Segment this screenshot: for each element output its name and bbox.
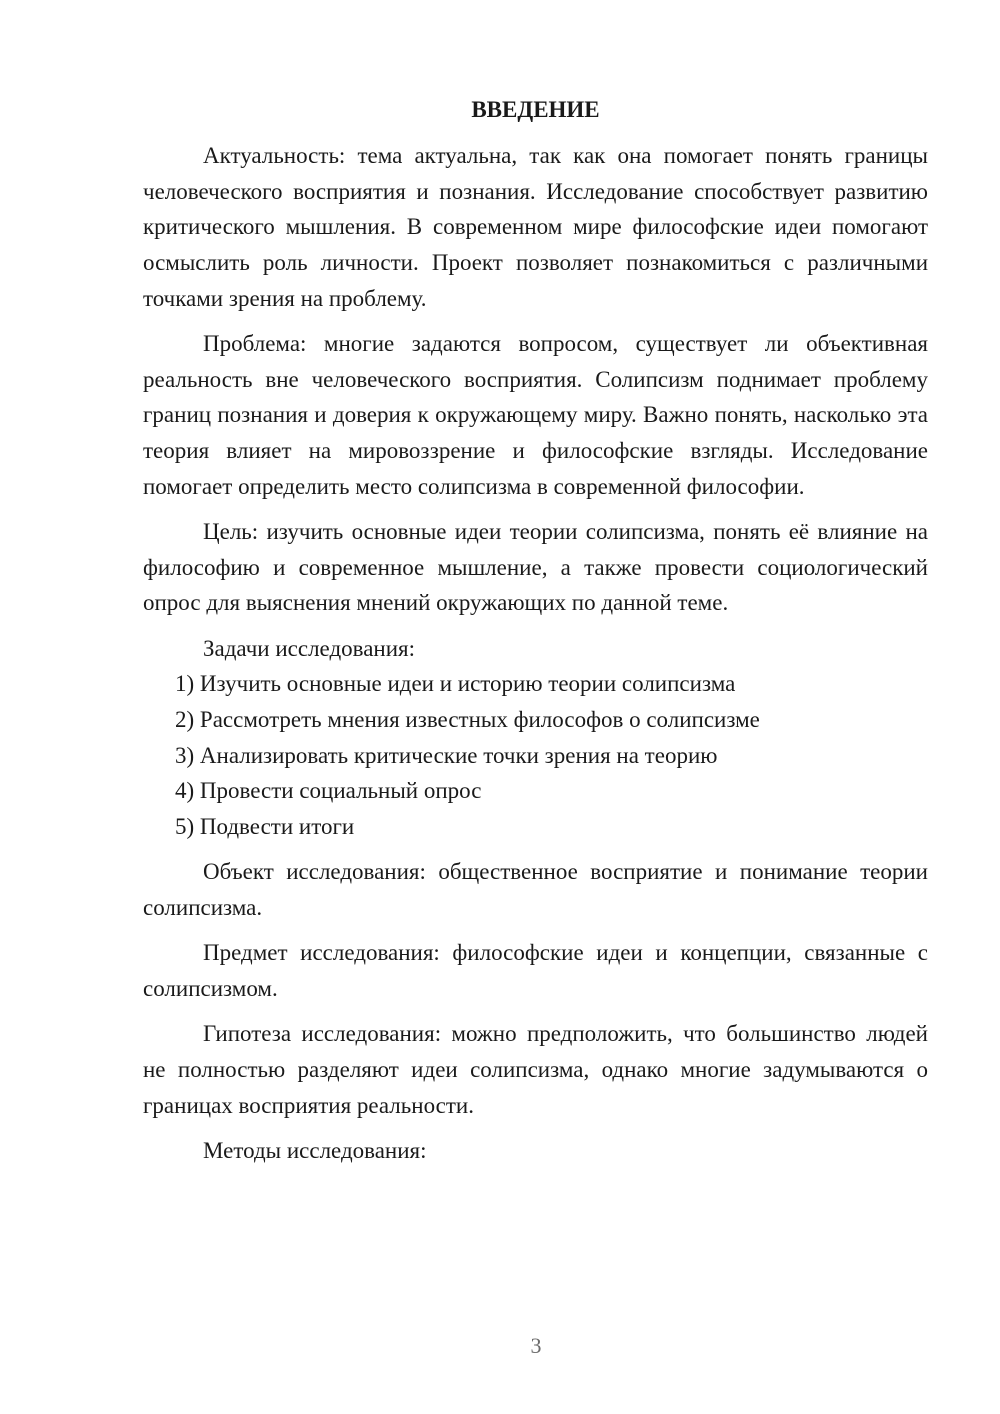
list-item: 5) Подвести итоги xyxy=(175,814,355,840)
tasks-heading: Задачи исследования: xyxy=(203,635,416,661)
list-item: 4) Провести социальный опрос xyxy=(175,778,482,804)
page-number: 3 xyxy=(530,1333,542,1358)
tasks-list xyxy=(143,666,928,845)
paragraph-problem: Проблема: многие задаются вопросом, существует ли объективная реальность вне человеческого восприятия. Солипсизм поднимает проблему границ познания и доверия к окружающему миру. Важно понять, насколько эта теория влияет на мировоззрение и философские взгляды. Исследование помогает определить место солипсизма в современной философии. xyxy=(143,331,928,499)
section-title: ВВЕДЕНИЕ xyxy=(471,97,600,122)
paragraph-subject: Предмет исследования: философские идеи и концепции, связанные с солипсизмом. xyxy=(143,940,928,1001)
paragraph-object: Объект исследования: общественное восприятие и понимание теории солипсизма. xyxy=(143,859,928,921)
list-item: 3) Анализировать критические точки зрения на теорию xyxy=(175,742,718,768)
list-item: 2) Рассмотреть мнения известных философов о солипсизме xyxy=(175,707,760,733)
paragraph-relevance: Актуальность: тема актуальна, так как она помогает понять границы человеческого восприятия и познания. Исследование способствует развитию критического мышления. В современном мире философские идеи помогают осмыслить роль личности. Проект позволяет познакомиться с различными точками зрения на проблему. xyxy=(143,143,928,311)
list-item: 1) Изучить основные идеи и историю теории солипсизма xyxy=(175,671,736,697)
paragraph-hypothesis: Гипотеза исследования: можно предположить, что большинство людей не полностью разделяют идеи солипсизма, однако многие задумываются о границах восприятия реальности. xyxy=(143,1021,928,1118)
page-content xyxy=(143,92,928,1168)
methods-heading: Методы исследования: xyxy=(203,1137,427,1163)
paragraph-goal: Цель: изучить основные идеи теории солипсизма, понять её влияние на философию и современное мышление, а также провести социологический опрос для выяснения мнений окружающих по данной теме. xyxy=(143,519,928,616)
